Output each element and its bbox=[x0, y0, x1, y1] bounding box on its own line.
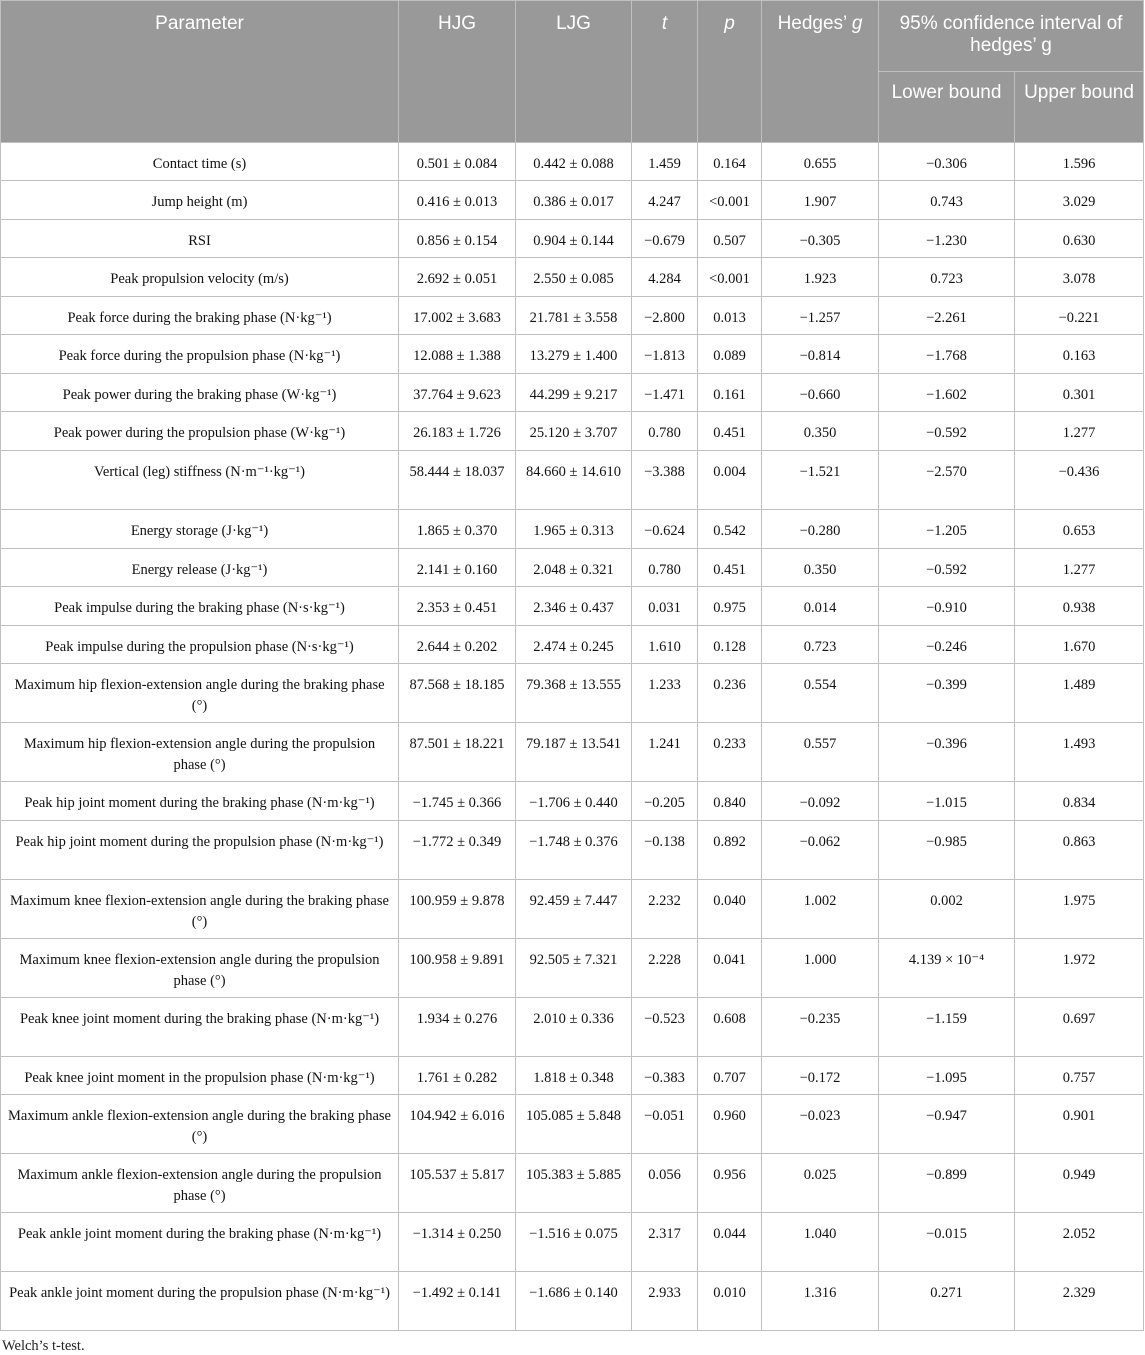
t-cell: 2.228 bbox=[632, 939, 698, 998]
p-cell: 0.975 bbox=[698, 587, 762, 626]
t-cell: −0.679 bbox=[632, 220, 698, 258]
header-ljg: LJG bbox=[516, 1, 632, 143]
lower-bound-cell: −0.399 bbox=[879, 664, 1015, 723]
hedges-g-cell: 0.350 bbox=[762, 412, 879, 451]
p-cell: 0.010 bbox=[698, 1272, 762, 1331]
p-cell: 0.089 bbox=[698, 335, 762, 374]
hjg-cell: 1.934 ± 0.276 bbox=[399, 998, 516, 1057]
hedges-g-cell: 0.350 bbox=[762, 549, 879, 587]
ljg-cell: 84.660 ± 14.610 bbox=[516, 451, 632, 510]
parameter-cell: Energy release (J·kg⁻¹) bbox=[1, 549, 399, 587]
hjg-cell: 104.942 ± 6.016 bbox=[399, 1095, 516, 1154]
table-row bbox=[1, 723, 1144, 782]
ljg-cell: 2.346 ± 0.437 bbox=[516, 587, 632, 626]
ljg-cell: 1.965 ± 0.313 bbox=[516, 510, 632, 549]
p-cell: 0.956 bbox=[698, 1154, 762, 1213]
ljg-cell: 1.818 ± 0.348 bbox=[516, 1057, 632, 1095]
lower-bound-cell: −1.602 bbox=[879, 374, 1015, 412]
upper-bound-cell: 2.052 bbox=[1015, 1213, 1144, 1272]
upper-bound-cell: 1.596 bbox=[1015, 143, 1144, 181]
parameter-cell: Peak power during the propulsion phase (W·kg⁻¹) bbox=[1, 412, 399, 451]
table-row bbox=[1, 181, 1144, 220]
upper-bound-cell: 1.489 bbox=[1015, 664, 1144, 723]
hjg-cell: 2.692 ± 0.051 bbox=[399, 258, 516, 297]
ljg-cell: 79.187 ± 13.541 bbox=[516, 723, 632, 782]
lower-bound-cell: −1.205 bbox=[879, 510, 1015, 549]
hedges-g-cell: 0.014 bbox=[762, 587, 879, 626]
table-row bbox=[1, 998, 1144, 1057]
t-cell: −0.523 bbox=[632, 998, 698, 1057]
upper-bound-cell: 1.277 bbox=[1015, 412, 1144, 451]
parameter-cell: Peak force during the propulsion phase (N·kg⁻¹) bbox=[1, 335, 399, 374]
lower-bound-cell: −1.095 bbox=[879, 1057, 1015, 1095]
header-p-label: p bbox=[724, 13, 735, 34]
hedges-g-cell: −0.172 bbox=[762, 1057, 879, 1095]
lower-bound-cell: −2.570 bbox=[879, 451, 1015, 510]
header-p bbox=[698, 1, 762, 143]
p-cell: 0.507 bbox=[698, 220, 762, 258]
parameter-cell: Maximum hip flexion-extension angle during the braking phase (°) bbox=[1, 664, 399, 723]
parameter-cell: Maximum knee flexion-extension angle during the braking phase (°) bbox=[1, 880, 399, 939]
lower-bound-cell: 4.139 × 10⁻⁴ bbox=[879, 939, 1015, 998]
hjg-cell: 87.501 ± 18.221 bbox=[399, 723, 516, 782]
t-cell: 0.780 bbox=[632, 412, 698, 451]
parameter-cell: Vertical (leg) stiffness (N·m⁻¹·kg⁻¹) bbox=[1, 451, 399, 510]
upper-bound-cell: 0.949 bbox=[1015, 1154, 1144, 1213]
upper-bound-cell: −0.436 bbox=[1015, 451, 1144, 510]
p-cell: 0.892 bbox=[698, 821, 762, 880]
ljg-cell: 92.505 ± 7.321 bbox=[516, 939, 632, 998]
p-cell: 0.960 bbox=[698, 1095, 762, 1154]
p-cell: 0.542 bbox=[698, 510, 762, 549]
hedges-g-cell: −0.305 bbox=[762, 220, 879, 258]
hedges-g-cell: 0.025 bbox=[762, 1154, 879, 1213]
t-cell: 2.232 bbox=[632, 880, 698, 939]
t-cell: −0.205 bbox=[632, 782, 698, 821]
parameter-cell: Peak ankle joint moment during the braking phase (N·m·kg⁻¹) bbox=[1, 1213, 399, 1272]
header-hedges-prefix: Hedges’ bbox=[777, 13, 847, 34]
t-cell: 1.459 bbox=[632, 143, 698, 181]
table-body bbox=[1, 143, 1144, 1331]
t-cell: −3.388 bbox=[632, 451, 698, 510]
lower-bound-cell: −1.159 bbox=[879, 998, 1015, 1057]
ljg-cell: 92.459 ± 7.447 bbox=[516, 880, 632, 939]
table-row bbox=[1, 782, 1144, 821]
table-row bbox=[1, 510, 1144, 549]
ljg-cell: 79.368 ± 13.555 bbox=[516, 664, 632, 723]
upper-bound-cell: 2.329 bbox=[1015, 1272, 1144, 1331]
upper-bound-cell: 1.493 bbox=[1015, 723, 1144, 782]
table-row bbox=[1, 412, 1144, 451]
upper-bound-cell: 0.938 bbox=[1015, 587, 1144, 626]
parameter-cell: RSI bbox=[1, 220, 399, 258]
upper-bound-cell: 0.163 bbox=[1015, 335, 1144, 374]
hedges-g-cell: 1.040 bbox=[762, 1213, 879, 1272]
hedges-g-cell: 1.907 bbox=[762, 181, 879, 220]
table-row bbox=[1, 374, 1144, 412]
p-cell: <0.001 bbox=[698, 258, 762, 297]
upper-bound-cell: 0.653 bbox=[1015, 510, 1144, 549]
hjg-cell: −1.314 ± 0.250 bbox=[399, 1213, 516, 1272]
ljg-cell: 0.904 ± 0.144 bbox=[516, 220, 632, 258]
t-cell: 4.284 bbox=[632, 258, 698, 297]
ljg-cell: 25.120 ± 3.707 bbox=[516, 412, 632, 451]
lower-bound-cell: −2.261 bbox=[879, 297, 1015, 335]
table-row bbox=[1, 549, 1144, 587]
hjg-cell: −1.492 ± 0.141 bbox=[399, 1272, 516, 1331]
lower-bound-cell: 0.271 bbox=[879, 1272, 1015, 1331]
parameter-cell: Jump height (m) bbox=[1, 181, 399, 220]
parameter-cell: Peak ankle joint moment during the propulsion phase (N·m·kg⁻¹) bbox=[1, 1272, 399, 1331]
lower-bound-cell: 0.002 bbox=[879, 880, 1015, 939]
p-cell: 0.451 bbox=[698, 412, 762, 451]
hedges-g-cell: −0.023 bbox=[762, 1095, 879, 1154]
table-row bbox=[1, 880, 1144, 939]
lower-bound-cell: −0.592 bbox=[879, 412, 1015, 451]
p-cell: 0.236 bbox=[698, 664, 762, 723]
table-row bbox=[1, 143, 1144, 181]
parameter-cell: Contact time (s) bbox=[1, 143, 399, 181]
t-cell: 0.031 bbox=[632, 587, 698, 626]
hjg-cell: 87.568 ± 18.185 bbox=[399, 664, 516, 723]
p-cell: 0.004 bbox=[698, 451, 762, 510]
hjg-cell: 37.764 ± 9.623 bbox=[399, 374, 516, 412]
table-row bbox=[1, 939, 1144, 998]
table-row bbox=[1, 1095, 1144, 1154]
table-row bbox=[1, 1213, 1144, 1272]
upper-bound-cell: 0.834 bbox=[1015, 782, 1144, 821]
upper-bound-cell: 1.670 bbox=[1015, 626, 1144, 664]
hjg-cell: 26.183 ± 1.726 bbox=[399, 412, 516, 451]
lower-bound-cell: −0.246 bbox=[879, 626, 1015, 664]
hjg-cell: 0.856 ± 0.154 bbox=[399, 220, 516, 258]
p-cell: 0.840 bbox=[698, 782, 762, 821]
table-row bbox=[1, 1154, 1144, 1213]
ljg-cell: 2.010 ± 0.336 bbox=[516, 998, 632, 1057]
ljg-cell: 13.279 ± 1.400 bbox=[516, 335, 632, 374]
hedges-g-cell: 1.923 bbox=[762, 258, 879, 297]
upper-bound-cell: 0.757 bbox=[1015, 1057, 1144, 1095]
table-row bbox=[1, 626, 1144, 664]
lower-bound-cell: −0.396 bbox=[879, 723, 1015, 782]
hjg-cell: 100.959 ± 9.878 bbox=[399, 880, 516, 939]
hjg-cell: 17.002 ± 3.683 bbox=[399, 297, 516, 335]
header-lower-bound: Lower bound bbox=[879, 72, 1015, 143]
ljg-cell: 0.442 ± 0.088 bbox=[516, 143, 632, 181]
ljg-cell: −1.748 ± 0.376 bbox=[516, 821, 632, 880]
lower-bound-cell: 0.723 bbox=[879, 258, 1015, 297]
table-footnote: Welch’s t-test. bbox=[2, 1338, 85, 1354]
ljg-cell: 21.781 ± 3.558 bbox=[516, 297, 632, 335]
table-row bbox=[1, 664, 1144, 723]
lower-bound-cell: −0.947 bbox=[879, 1095, 1015, 1154]
ljg-cell: −1.706 ± 0.440 bbox=[516, 782, 632, 821]
hedges-g-cell: −0.235 bbox=[762, 998, 879, 1057]
upper-bound-cell: 3.029 bbox=[1015, 181, 1144, 220]
parameter-cell: Peak propulsion velocity (m/s) bbox=[1, 258, 399, 297]
upper-bound-cell: 0.697 bbox=[1015, 998, 1144, 1057]
hjg-cell: 2.644 ± 0.202 bbox=[399, 626, 516, 664]
ljg-cell: 0.386 ± 0.017 bbox=[516, 181, 632, 220]
parameter-cell: Peak hip joint moment during the propulsion phase (N·m·kg⁻¹) bbox=[1, 821, 399, 880]
p-cell: 0.128 bbox=[698, 626, 762, 664]
upper-bound-cell: 1.277 bbox=[1015, 549, 1144, 587]
ljg-cell: −1.686 ± 0.140 bbox=[516, 1272, 632, 1331]
p-cell: 0.161 bbox=[698, 374, 762, 412]
t-cell: 2.933 bbox=[632, 1272, 698, 1331]
hedges-g-cell: 0.557 bbox=[762, 723, 879, 782]
hedges-g-cell: 1.000 bbox=[762, 939, 879, 998]
parameter-cell: Maximum hip flexion-extension angle during the propulsion phase (°) bbox=[1, 723, 399, 782]
header-t-label: t bbox=[661, 13, 668, 34]
table-row bbox=[1, 297, 1144, 335]
table-row bbox=[1, 1272, 1144, 1331]
p-cell: 0.041 bbox=[698, 939, 762, 998]
ljg-cell: 44.299 ± 9.217 bbox=[516, 374, 632, 412]
header-hedges-g bbox=[762, 1, 879, 143]
parameter-cell: Peak knee joint moment during the braking phase (N·m·kg⁻¹) bbox=[1, 998, 399, 1057]
parameter-cell: Maximum ankle flexion-extension angle during the propulsion phase (°) bbox=[1, 1154, 399, 1213]
hedges-g-cell: 0.723 bbox=[762, 626, 879, 664]
table-row bbox=[1, 451, 1144, 510]
table-row bbox=[1, 821, 1144, 880]
header-ci: 95% confidence interval of hedges’ g bbox=[879, 1, 1144, 72]
t-cell: −1.471 bbox=[632, 374, 698, 412]
hjg-cell: 2.141 ± 0.160 bbox=[399, 549, 516, 587]
upper-bound-cell: −0.221 bbox=[1015, 297, 1144, 335]
t-cell: −1.813 bbox=[632, 335, 698, 374]
t-cell: 4.247 bbox=[632, 181, 698, 220]
hjg-cell: 0.416 ± 0.013 bbox=[399, 181, 516, 220]
ljg-cell: 105.085 ± 5.848 bbox=[516, 1095, 632, 1154]
hjg-cell: −1.772 ± 0.349 bbox=[399, 821, 516, 880]
header-hjg: HJG bbox=[399, 1, 516, 143]
hjg-cell: 1.761 ± 0.282 bbox=[399, 1057, 516, 1095]
t-cell: 0.056 bbox=[632, 1154, 698, 1213]
hedges-g-cell: −0.280 bbox=[762, 510, 879, 549]
p-cell: 0.164 bbox=[698, 143, 762, 181]
parameter-cell: Peak knee joint moment in the propulsion phase (N·m·kg⁻¹) bbox=[1, 1057, 399, 1095]
hedges-g-cell: −0.092 bbox=[762, 782, 879, 821]
ljg-cell: 105.383 ± 5.885 bbox=[516, 1154, 632, 1213]
lower-bound-cell: −0.899 bbox=[879, 1154, 1015, 1213]
hjg-cell: 100.958 ± 9.891 bbox=[399, 939, 516, 998]
p-cell: 0.451 bbox=[698, 549, 762, 587]
upper-bound-cell: 1.972 bbox=[1015, 939, 1144, 998]
t-cell: −2.800 bbox=[632, 297, 698, 335]
lower-bound-cell: 0.743 bbox=[879, 181, 1015, 220]
lower-bound-cell: −1.768 bbox=[879, 335, 1015, 374]
upper-bound-cell: 0.630 bbox=[1015, 220, 1144, 258]
hjg-cell: 105.537 ± 5.817 bbox=[399, 1154, 516, 1213]
upper-bound-cell: 1.975 bbox=[1015, 880, 1144, 939]
header-parameter: Parameter bbox=[1, 1, 399, 143]
t-cell: 1.241 bbox=[632, 723, 698, 782]
parameter-cell: Energy storage (J·kg⁻¹) bbox=[1, 510, 399, 549]
hedges-g-cell: 1.316 bbox=[762, 1272, 879, 1331]
table-row bbox=[1, 220, 1144, 258]
hjg-cell: 12.088 ± 1.388 bbox=[399, 335, 516, 374]
upper-bound-cell: 0.301 bbox=[1015, 374, 1144, 412]
ljg-cell: 2.550 ± 0.085 bbox=[516, 258, 632, 297]
header-hedges-symbol: g bbox=[851, 13, 863, 34]
hedges-g-cell: 1.002 bbox=[762, 880, 879, 939]
table-row bbox=[1, 1057, 1144, 1095]
hjg-cell: 1.865 ± 0.370 bbox=[399, 510, 516, 549]
lower-bound-cell: −0.592 bbox=[879, 549, 1015, 587]
ljg-cell: −1.516 ± 0.075 bbox=[516, 1213, 632, 1272]
t-cell: 1.610 bbox=[632, 626, 698, 664]
t-cell: −0.138 bbox=[632, 821, 698, 880]
parameter-cell: Peak force during the braking phase (N·kg⁻¹) bbox=[1, 297, 399, 335]
t-cell: 0.780 bbox=[632, 549, 698, 587]
t-cell: −0.051 bbox=[632, 1095, 698, 1154]
t-cell: 2.317 bbox=[632, 1213, 698, 1272]
parameter-cell: Peak hip joint moment during the braking phase (N·m·kg⁻¹) bbox=[1, 782, 399, 821]
lower-bound-cell: −0.985 bbox=[879, 821, 1015, 880]
table-row bbox=[1, 335, 1144, 374]
upper-bound-cell: 0.901 bbox=[1015, 1095, 1144, 1154]
p-cell: 0.233 bbox=[698, 723, 762, 782]
parameter-cell: Maximum knee flexion-extension angle during the propulsion phase (°) bbox=[1, 939, 399, 998]
t-cell: −0.383 bbox=[632, 1057, 698, 1095]
ljg-cell: 2.474 ± 0.245 bbox=[516, 626, 632, 664]
p-cell: 0.040 bbox=[698, 880, 762, 939]
header-upper-bound: Upper bound bbox=[1015, 72, 1144, 143]
hjg-cell: 2.353 ± 0.451 bbox=[399, 587, 516, 626]
lower-bound-cell: −0.910 bbox=[879, 587, 1015, 626]
p-cell: 0.608 bbox=[698, 998, 762, 1057]
p-cell: <0.001 bbox=[698, 181, 762, 220]
hedges-g-cell: 0.554 bbox=[762, 664, 879, 723]
hjg-cell: 0.501 ± 0.084 bbox=[399, 143, 516, 181]
p-cell: 0.044 bbox=[698, 1213, 762, 1272]
hjg-cell: −1.745 ± 0.366 bbox=[399, 782, 516, 821]
hedges-g-cell: −1.257 bbox=[762, 297, 879, 335]
lower-bound-cell: −1.230 bbox=[879, 220, 1015, 258]
lower-bound-cell: −1.015 bbox=[879, 782, 1015, 821]
parameter-cell: Peak impulse during the braking phase (N·s·kg⁻¹) bbox=[1, 587, 399, 626]
parameter-cell: Peak power during the braking phase (W·kg⁻¹) bbox=[1, 374, 399, 412]
t-cell: 1.233 bbox=[632, 664, 698, 723]
ljg-cell: 2.048 ± 0.321 bbox=[516, 549, 632, 587]
upper-bound-cell: 3.078 bbox=[1015, 258, 1144, 297]
t-cell: −0.624 bbox=[632, 510, 698, 549]
hedges-g-cell: −0.814 bbox=[762, 335, 879, 374]
table-row bbox=[1, 258, 1144, 297]
lower-bound-cell: −0.306 bbox=[879, 143, 1015, 181]
parameter-cell: Maximum ankle flexion-extension angle during the braking phase (°) bbox=[1, 1095, 399, 1154]
hedges-g-cell: 0.655 bbox=[762, 143, 879, 181]
parameter-cell: Peak impulse during the propulsion phase (N·s·kg⁻¹) bbox=[1, 626, 399, 664]
header-t bbox=[632, 1, 698, 143]
hedges-g-cell: −0.660 bbox=[762, 374, 879, 412]
p-cell: 0.013 bbox=[698, 297, 762, 335]
lower-bound-cell: −0.015 bbox=[879, 1213, 1015, 1272]
p-cell: 0.707 bbox=[698, 1057, 762, 1095]
hedges-g-cell: −0.062 bbox=[762, 821, 879, 880]
hjg-cell: 58.444 ± 18.037 bbox=[399, 451, 516, 510]
upper-bound-cell: 0.863 bbox=[1015, 821, 1144, 880]
table-row bbox=[1, 587, 1144, 626]
hedges-g-cell: −1.521 bbox=[762, 451, 879, 510]
